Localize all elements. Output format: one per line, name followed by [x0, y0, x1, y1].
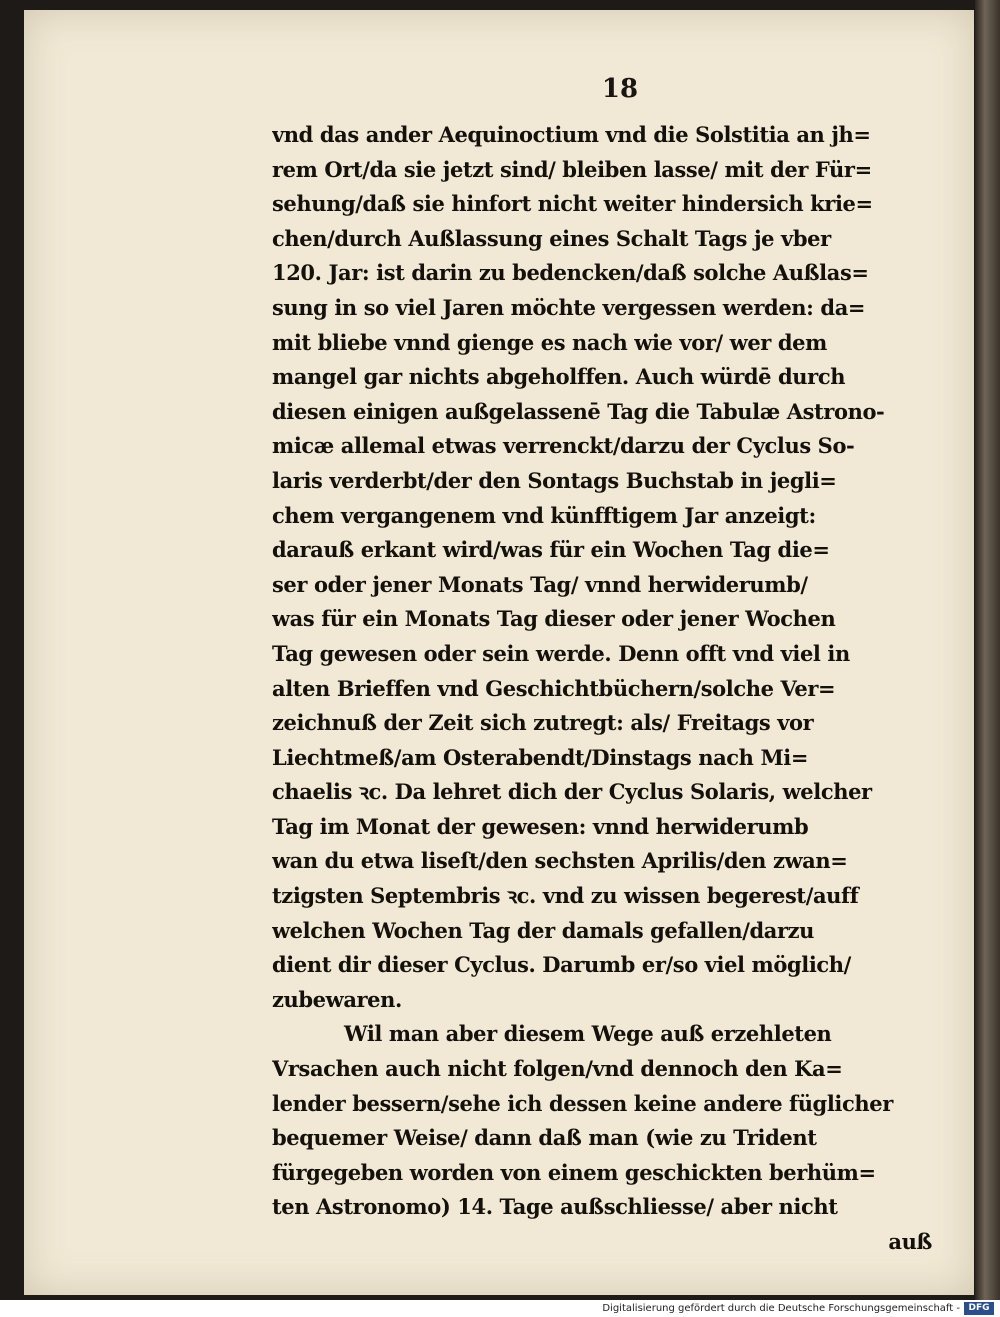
- page-number: 18: [601, 74, 639, 104]
- text-line: mit bliebe vnnd gienge es nach wie vor/ wer dem: [272, 329, 827, 355]
- footer-credit: Digitalisierung gefördert durch die Deutsche Forschungsgemeinschaft -: [602, 1303, 960, 1314]
- text-line: dient dir dieser Cyclus. Darumb er/so viel möglich/: [272, 952, 851, 978]
- text-line: zubewaren.: [272, 986, 402, 1012]
- text-line: wan du etwa liseſt/den sechsten Aprilis/den zwan=: [272, 848, 848, 874]
- text-line: lender bessern/sehe ich dessen keine andere füglicher: [272, 1090, 893, 1116]
- text-line: fürgegeben worden von einem geschickten berhüm=: [272, 1159, 876, 1185]
- body-text: [272, 118, 942, 1260]
- book-gutter: [975, 0, 1000, 1300]
- text-line: ser oder jener Monats Tag/ vnnd herwiderumb/: [272, 571, 808, 597]
- text-line: sung in so viel Jaren möchte vergessen werden: da=: [272, 294, 866, 320]
- text-line: vnd das ander Aequinoctium vnd die Solstitia an jh=: [272, 122, 871, 147]
- text-line: chaelis ꝛc. Da lehret dich der Cyclus Solaris, welcher: [272, 779, 872, 805]
- text-line: micæ allemal etwas verrenckt/darzu der Cyclus So-: [272, 433, 855, 459]
- text-line: diesen einigen außgelassenē Tag die Tabulæ Astrono-: [272, 398, 885, 424]
- footer-bar: [0, 1300, 1000, 1317]
- text-line: bequemer Weise/ dann daß man (wie zu Trident: [272, 1125, 817, 1151]
- text-line: Tag gewesen oder sein werde. Denn offt vnd viel in: [272, 640, 850, 666]
- text-line: Vrsachen auch nicht folgen/vnd dennoch den Ka=: [272, 1056, 843, 1082]
- text-line: tzigsten Septembris ꝛc. vnd zu wissen begerest/auff: [272, 883, 859, 909]
- text-line: chen/durch Außlassung eines Schalt Tags je vber: [272, 225, 831, 251]
- text-line: alten Brieffen vnd Geschichtbüchern/solche Ver=: [272, 675, 836, 701]
- text-line: welchen Wochen Tag der damals gefallen/darzu: [272, 917, 815, 943]
- dfg-logo[interactable]: DFG: [964, 1302, 994, 1315]
- text-line: 120. Jar: ist darin zu bedencken/daß solche Außlas=: [272, 260, 869, 286]
- text-line: mangel gar nichts abgeholffen. Auch würdē durch: [272, 364, 846, 390]
- text-line: ten Astronomo) 14. Tage außschliesse/ aber nicht: [272, 1194, 838, 1220]
- text-line: Tag im Monat der gewesen: vnnd herwiderumb: [272, 813, 809, 839]
- paragraph-start-line: Wil man aber diesem Wege auß erzehleten: [344, 1021, 832, 1047]
- text-line: laris verderbt/der den Sontags Buchstab in jegli=: [272, 467, 837, 493]
- catchword: auß: [888, 1229, 932, 1254]
- text-line: rem Ort/da sie jetzt sind/ bleiben lasse/ mit der Für=: [272, 156, 872, 182]
- text-line: darauß erkant wird/was für ein Wochen Tag die=: [272, 537, 830, 563]
- text-line: was für ein Monats Tag dieser oder jener Wochen: [272, 606, 836, 632]
- text-line: zeichnuß der Zeit sich zutregt: als/ Freitags vor: [272, 710, 814, 736]
- text-line: chem vergangenem vnd künfftigem Jar anzeigt:: [272, 502, 816, 528]
- text-line: sehung/daß sie hinfort nicht weiter hindersich krie=: [272, 191, 873, 217]
- text-line: Liechtmeß/am Osterabendt/Dinstags nach Mi=: [272, 744, 809, 770]
